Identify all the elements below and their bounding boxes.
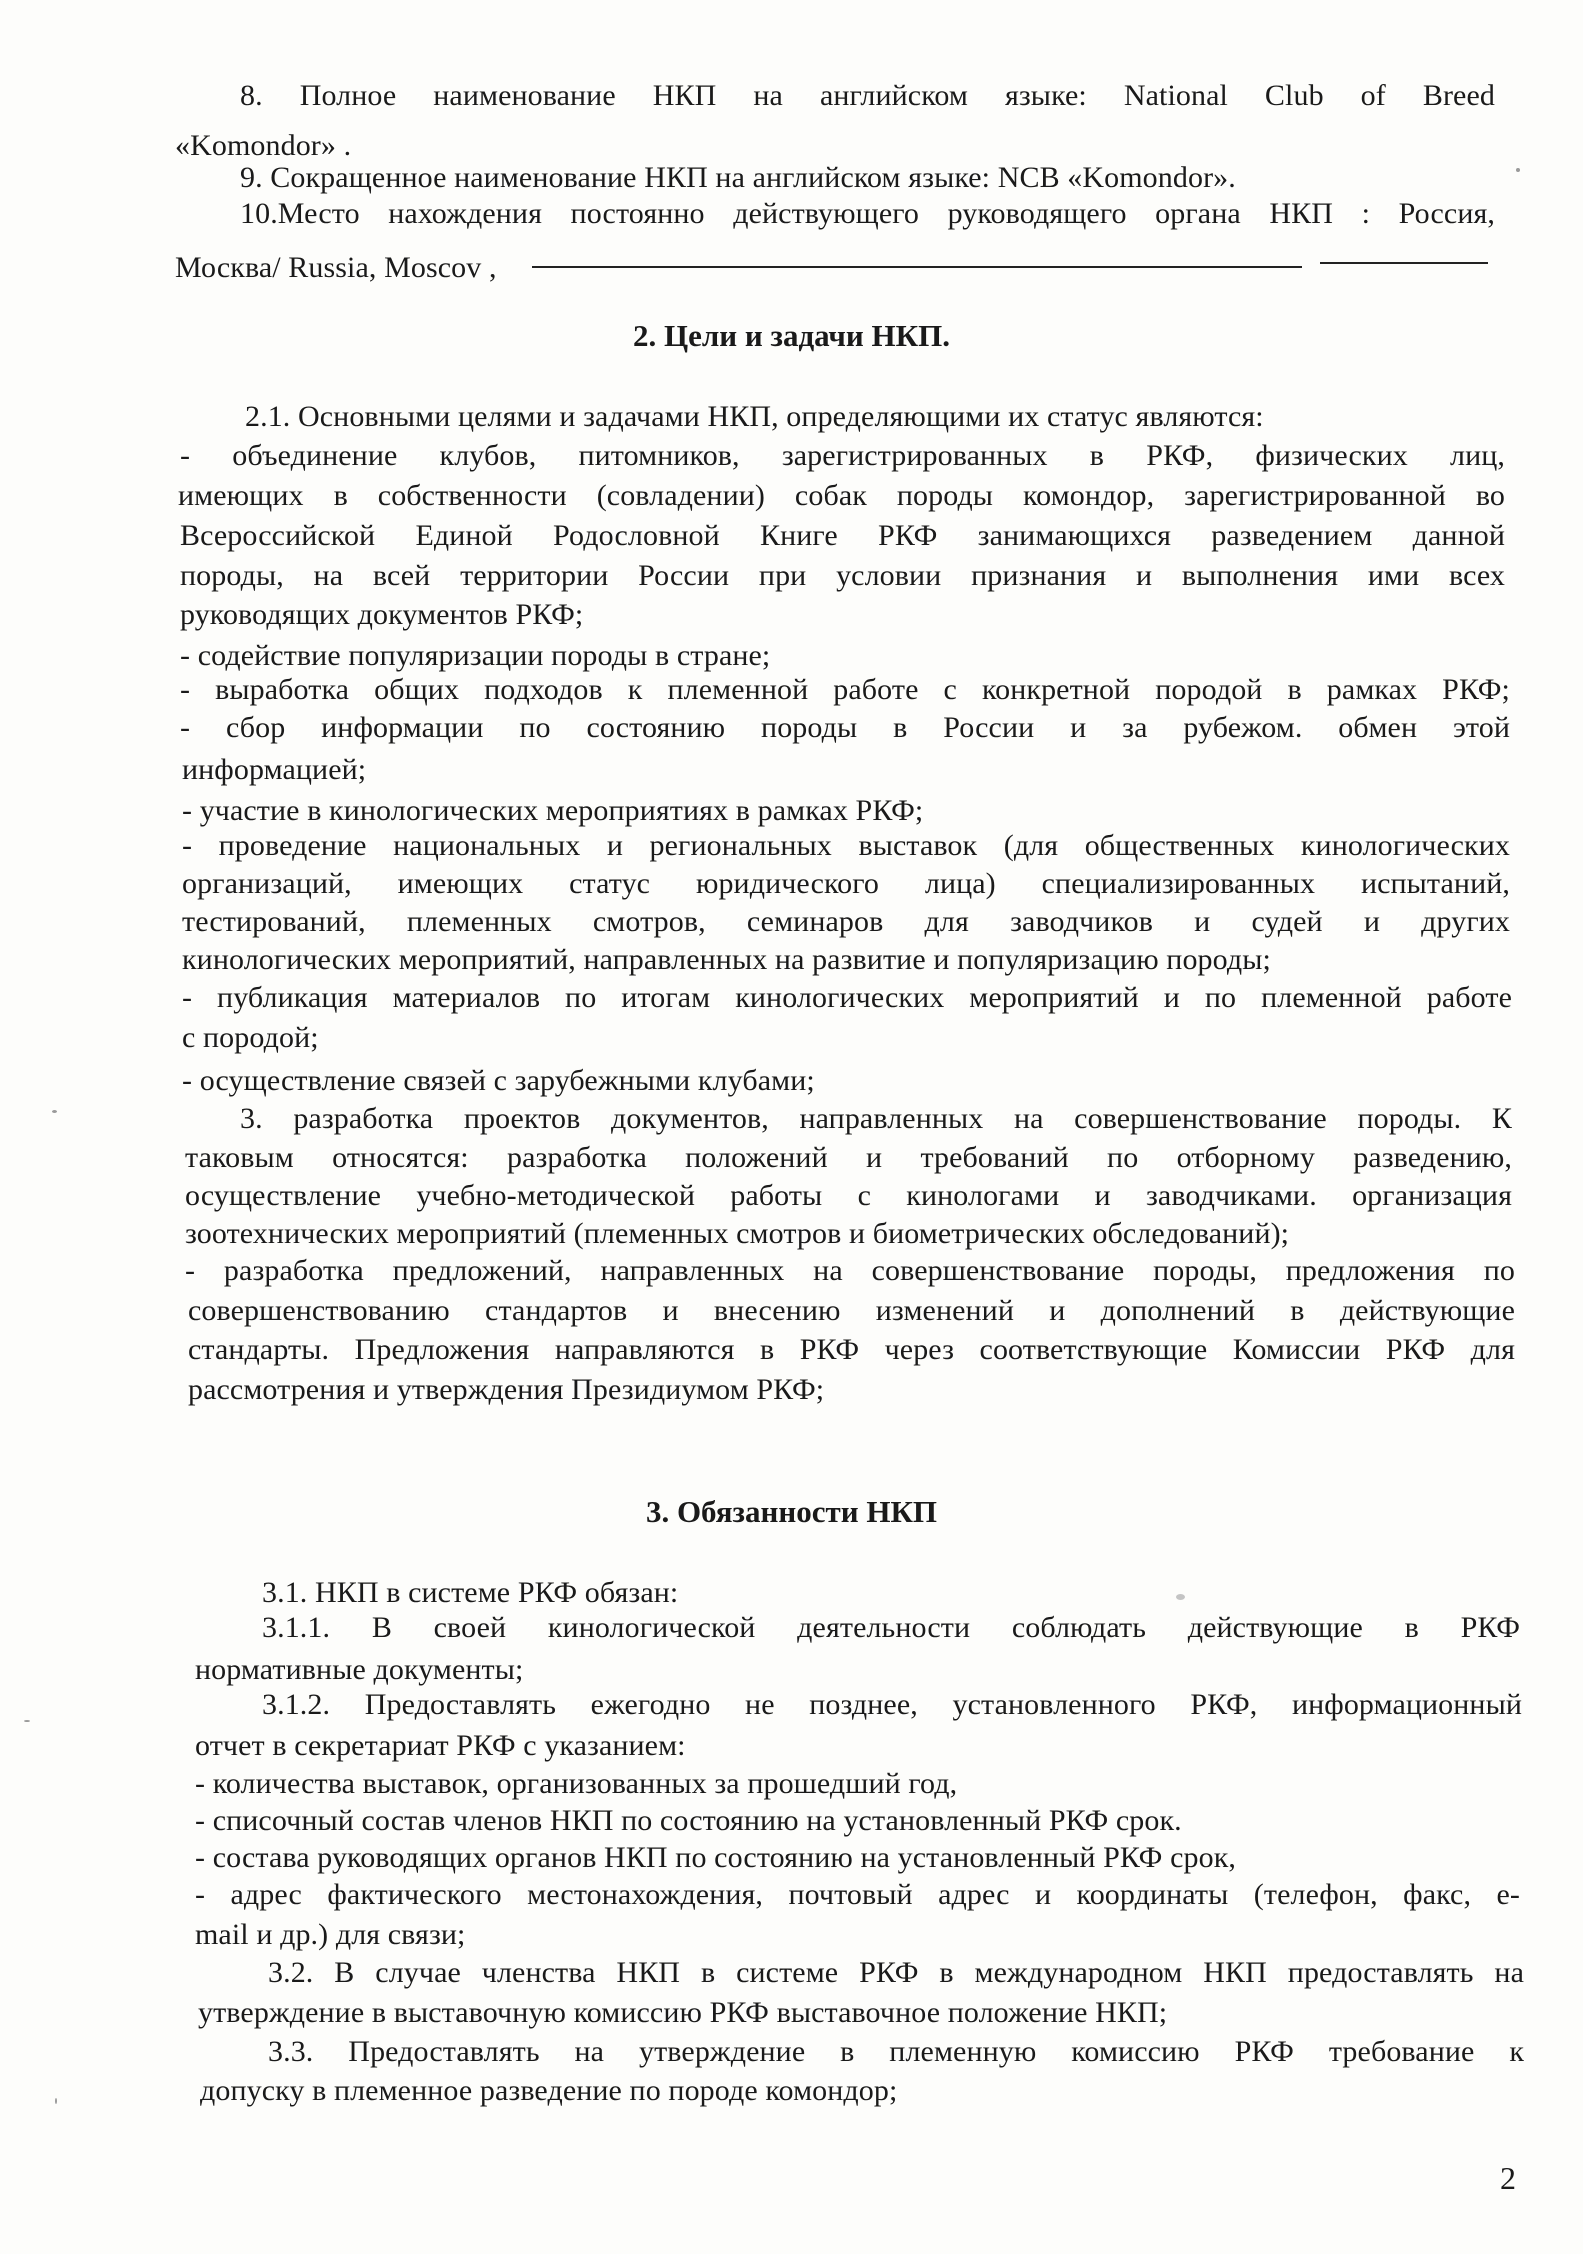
scan-speck: [55, 2098, 57, 2104]
s2-line-23: совершенствованию стандартов и внесению изменений и дополнений в действующие: [188, 1294, 1515, 1327]
s3-line-7: - состава руководящих органов НКП по состоянию на установленный РКФ срок,: [195, 1841, 1236, 1874]
s3-line-6: - списочный состав членов НКП по состоянию на установленный РКФ срок.: [195, 1804, 1182, 1837]
s3-line-5: - количества выставок, организованных за прошедший год,: [195, 1767, 958, 1800]
s2-line-25: рассмотрения и утверждения Президиумом РКФ;: [188, 1373, 825, 1406]
s2-line-13: тестирований, племенных смотров, семинаров для заводчиков и судей и других: [182, 905, 1510, 938]
section-2-heading: 2. Цели и задачи НКП.: [633, 318, 950, 353]
s2-line-11: - проведение национальных и региональных выставок (для общественных кинологических: [182, 829, 1510, 862]
s3-line-2: нормативные документы;: [195, 1653, 524, 1686]
s2-line-15: - публикация материалов по итогам кинологических мероприятий и по племенной работе: [182, 981, 1512, 1014]
underline-blank-2: [1320, 262, 1488, 264]
p9: 9. Сокращенное наименование НКП на английском языке: NCB «Komondor».: [240, 161, 1236, 194]
scan-speck: [24, 1720, 30, 1722]
s3-line-13: допуску в племенное разведение по породе комондор;: [200, 2074, 898, 2107]
s2-line-22: - разработка предложений, направленных на совершенствование породы, предложения по: [185, 1254, 1515, 1287]
scan-speck: [52, 1110, 57, 1113]
s2-line-9: информацией;: [182, 753, 367, 786]
s3-line-10: 3.2. В случае членства НКП в системе РКФ в международном НКП предоставлять на: [268, 1956, 1524, 1989]
s3-line-0: 3.1. НКП в системе РКФ обязан:: [262, 1576, 679, 1609]
s3-line-3: 3.1.2. Предоставлять ежегодно не позднее, установленного РКФ, информационный: [262, 1688, 1522, 1721]
s2-line-1: - объединение клубов, питомников, зарегистрированных в РКФ, физических лиц,: [180, 439, 1505, 472]
s2-line-24: стандарты. Предложения направляются в РКФ через соответствующие Комиссии РКФ для: [188, 1333, 1515, 1366]
page-number: 2: [1500, 2160, 1516, 2196]
s3-line-9: mail и др.) для связи;: [195, 1918, 466, 1951]
s3-line-4: отчет в секретариат РКФ с указанием:: [195, 1729, 686, 1762]
s2-line-7: - выработка общих подходов к племенной работе с конкретной породой в рамках РКФ;: [180, 673, 1510, 706]
s2-line-3: Всероссийской Единой Родословной Книге РКФ занимающихся разведением данной: [180, 519, 1505, 552]
p8-line2: «Komondor» .: [175, 129, 352, 162]
s2-line-5: руководящих документов РКФ;: [180, 598, 584, 631]
p8-line1: 8. Полное наименование НКП на английском языке: National Club of Breed: [240, 79, 1495, 112]
s2-line-20: осуществление учебно-методической работы с кинологами и заводчиками. организация: [185, 1179, 1512, 1212]
underline-blank: [532, 266, 1302, 268]
s3-line-1: 3.1.1. В своей кинологической деятельности соблюдать действующие в РКФ: [262, 1611, 1520, 1644]
s2-line-0: 2.1. Основными целями и задачами НКП, определяющими их статус являются:: [245, 400, 1264, 433]
s2-line-10: - участие в кинологических мероприятиях в рамках РКФ;: [182, 794, 924, 827]
s2-line-17: - осуществление связей с зарубежными клубами;: [182, 1064, 815, 1097]
s3-line-8: - адрес фактического местонахождения, почтовый адрес и координаты (телефон, факс, e-: [195, 1878, 1520, 1911]
s2-line-6: - содействие популяризации породы в стране;: [180, 639, 771, 672]
s2-line-14: кинологических мероприятий, направленных на развитие и популяризацию породы;: [182, 943, 1271, 976]
s2-line-8: - сбор информации по состоянию породы в России и за рубежом. обмен этой: [180, 711, 1510, 744]
scan-speck: [1516, 168, 1520, 172]
s2-line-21: зоотехнических мероприятий (племенных смотров и биометрических обследований);: [185, 1217, 1290, 1250]
s2-line-19: таковым относятся: разработка положений и требований по отборному разведению,: [185, 1141, 1512, 1174]
s2-line-16: с породой;: [182, 1021, 319, 1054]
s2-line-18: 3. разработка проектов документов, направленных на совершенствование породы. К: [240, 1102, 1512, 1135]
section-3-heading: 3. Обязанности НКП: [645, 1494, 938, 1529]
s2-line-12: организаций, имеющих статус юридического лица) специализированных испытаний,: [182, 867, 1510, 900]
p10-line1: 10.Место нахождения постоянно действующего руководящего органа НКП : Россия,: [240, 197, 1495, 230]
p10-line2: Москва/ Russia, Moscov ,: [175, 251, 497, 284]
s3-line-12: 3.3. Предоставлять на утверждение в племенную комиссию РКФ требование к: [268, 2035, 1524, 2068]
s3-line-11: утверждение в выставочную комиссию РКФ выставочное положение НКП;: [198, 1996, 1168, 2029]
scan-speck: [1176, 1594, 1185, 1600]
s2-line-2: имеющих в собственности (совладении) собак породы комондор, зарегистрированной во: [178, 479, 1505, 512]
s2-line-4: породы, на всей территории России при условии признания и выполнения ими всех: [180, 559, 1505, 592]
